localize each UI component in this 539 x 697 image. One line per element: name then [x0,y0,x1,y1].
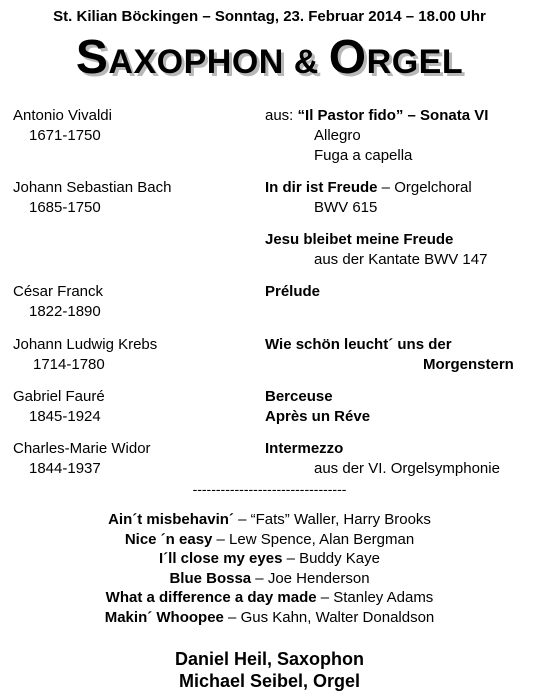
composer [13,106,112,146]
performer-orgel: Michael Seibel, Orgel [178,671,361,691]
encore-authors: – Stanley Adams [316,589,434,607]
work [265,439,500,479]
encore-item [0,608,539,628]
composer-years: 1671-1750 [29,127,101,144]
movement: Fuga a capella [314,147,413,164]
composer [13,178,171,218]
work-title-2: Jesu bleibet meine Freude [265,231,454,248]
performers [0,648,539,692]
composer-years: 1714-1780 [33,356,105,373]
encore-title: What a difference a day made [105,589,317,607]
composer-years: 1822-1890 [29,303,101,320]
composer [13,439,151,479]
encore-title: Makin´ Whoopee [104,608,224,626]
encore-item [0,549,539,569]
work-title-line1: Wie schön leucht´ uns der [265,336,452,353]
composer-years: 1844-1937 [29,460,101,477]
composer-name: Gabriel Fauré [13,388,105,405]
work [265,335,514,375]
encore-authors: – Lew Spence, Alan Bergman [212,530,415,548]
work [265,387,370,427]
work-title-line2: Morgenstern [423,356,514,373]
encore-item [0,510,539,530]
work-prefix: aus: [265,107,298,124]
work-source: aus der Kantate BWV 147 [314,251,488,268]
concert-title [0,30,539,85]
title-o-cap: O [328,31,367,84]
composer-name: Johann Sebastian Bach [13,179,172,196]
work [265,106,488,166]
encore-item [0,569,539,589]
movement: Allegro [314,127,361,144]
work-subtitle: – Orgelchoral [377,179,472,196]
concert-header: St. Kilian Böckingen – Sonntag, 23. Februar 2014 – 18.00 Uhr [53,8,486,25]
encore-item [0,588,539,608]
encore-title: Ain´t misbehavin´ [108,511,234,528]
composer [13,282,103,322]
encore-authors: – “Fats” Waller, Harry Brooks [233,511,431,528]
composer-name: Antonio Vivaldi [13,107,112,124]
work-catalog: BWV 615 [314,199,378,216]
composer-name: Johann Ludwig Krebs [13,336,158,353]
encore-authors: – Buddy Kaye [282,550,380,568]
work [265,282,320,302]
work-title: Berceuse [265,388,333,405]
composer-name: César Franck [13,283,104,300]
work-title: “Il Pastor fido” – Sonata VI [297,107,489,124]
work-source: aus der VI. Orgelsymphonie [314,460,500,477]
composer [13,335,157,375]
composer-name: Charles-Marie Widor [13,440,151,457]
title-o-rest: RGEL [366,43,464,81]
separator-line: --------------------------------- [192,481,347,497]
composer-years: 1845-1924 [29,408,101,425]
composer [13,387,105,427]
work-title-2: Après un Réve [265,408,371,425]
performer-saxophon: Daniel Heil, Saxophon [174,649,365,669]
encore-item [0,530,539,550]
title-amp: & [283,43,329,81]
work [265,178,487,270]
title-s-cap: S [75,31,109,84]
composer-years: 1685-1750 [29,199,101,216]
work-title: Prélude [265,283,321,300]
work-title: In dir ist Freude [265,179,378,196]
encore-authors: – Gus Kahn, Walter Donaldson [223,608,435,626]
encore-title: Nice ´n easy [124,530,213,548]
encore-list [0,510,539,628]
work-title: Intermezzo [265,440,344,457]
encore-title: I´ll close my eyes [159,550,283,568]
encore-title: Blue Bossa [169,569,252,587]
encore-authors: – Joe Henderson [251,569,370,587]
title-s-rest: AXOPHON [108,43,284,81]
